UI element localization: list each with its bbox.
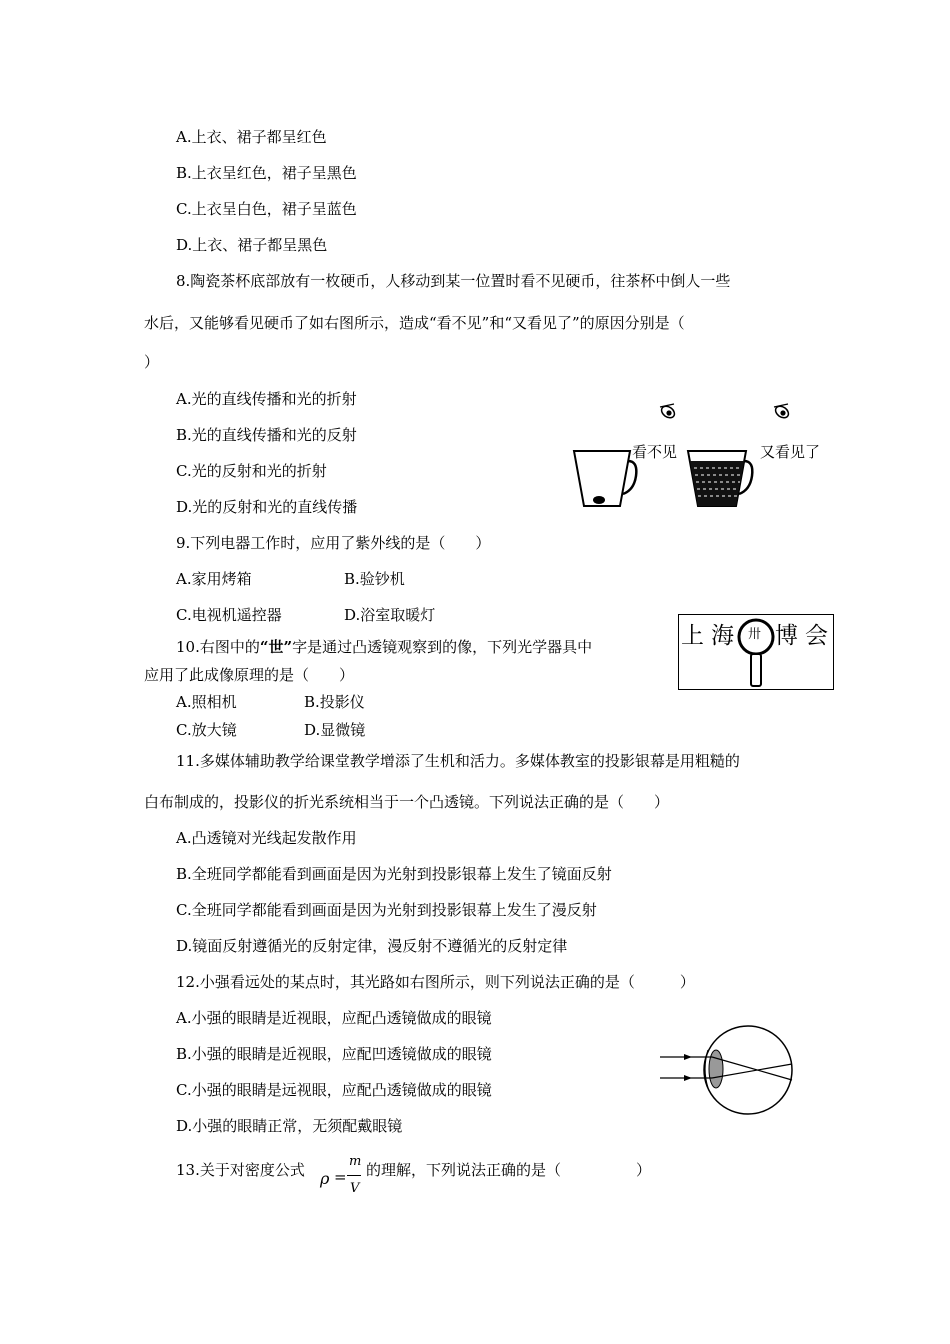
q10-stem-line1 [176, 638, 592, 656]
q10-stem-line2: 应用了此成像原理的是（ ） [144, 666, 355, 684]
q10-option-c: C.放大镜 [176, 721, 237, 739]
magnifier-text-2: 海 [711, 623, 734, 649]
magnifier-text-1: 上 [681, 623, 704, 649]
q13-stem-post: 的理解，下列说法正确的是（ ） [366, 1161, 652, 1179]
q8-stem-line2: 水后，又能够看见硬币了如右图所示，造成“看不见”和“又看见了”的原因分别是（ [144, 314, 685, 332]
eye-icon [659, 404, 676, 420]
water-cup [688, 451, 752, 506]
eye-lightpath-figure [656, 1024, 798, 1118]
q8-option-b: B.光的直线传播和光的反射 [176, 426, 357, 444]
magnifier-text-3: 博 [775, 623, 798, 649]
q8-option-c: C.光的反射和光的折射 [176, 462, 327, 480]
q9-option-d: D.浴室取暖灯 [344, 606, 436, 624]
q9-option-c: C.电视机遥控器 [176, 606, 282, 624]
q10-stem-bold: “世” [259, 638, 293, 656]
q7-option-c: C.上衣呈白色，裙子呈蓝色 [176, 200, 357, 218]
q13-fraction-bar [347, 1175, 361, 1176]
magnifier-lens-text: 卅 [748, 627, 762, 642]
q12-option-d: D.小强的眼睛正常，无须配戴眼镜 [176, 1117, 403, 1135]
q13-numerator: m [349, 1154, 362, 1169]
eye-diagram [656, 1024, 798, 1118]
q8-option-a: A.光的直线传播和光的折射 [176, 390, 357, 408]
q10-option-a: A.照相机 [176, 693, 237, 711]
q11-stem-line1: 11.多媒体辅助教学给课堂教学增添了生机和活力。多媒体教室的投影银幕是用粗糙的 [176, 752, 740, 770]
q12-option-b: B.小强的眼睛是近视眼，应配凹透镜做成的眼镜 [176, 1045, 492, 1063]
figure-label-cannot-see: 看不见 [632, 443, 678, 461]
q13-stem-pre: 13.关于对密度公式 [176, 1161, 305, 1179]
q8-option-d: D.光的反射和光的直线传播 [176, 498, 358, 516]
q9-stem: 9.下列电器工作时，应用了紫外线的是（ ） [176, 534, 491, 552]
empty-cup [574, 451, 636, 506]
q8-stem-line1: 8.陶瓷茶杯底部放有一枚硬币，人移动到某一位置时看不见硬币，往茶杯中倒人一些 [176, 272, 731, 290]
q10-stem-post: 字是通过凸透镜观察到的像，下列光学器具中 [292, 638, 593, 656]
q7-option-a: A.上衣、裙子都呈红色 [176, 128, 327, 146]
q13-rho: ρ [320, 1169, 330, 1188]
q7-option-d: D.上衣、裙子都呈黑色 [176, 236, 328, 254]
coin-icon [593, 496, 605, 504]
q11-option-d: D.镜面反射遵循光的反射定律，漫反射不遵循光的反射定律 [176, 937, 568, 955]
q11-stem-line2: 白布制成的，投影仪的折光系统相当于一个凸透镜。下列说法正确的是（ ） [144, 793, 670, 811]
q9-option-a: A.家用烤箱 [176, 570, 252, 588]
q12-stem: 12.小强看远处的某点时，其光路如右图所示，则下列说法正确的是（ ） [176, 973, 695, 991]
q11-option-b: B.全班同学都能看到画面是因为光射到投影银幕上发生了镜面反射 [176, 865, 612, 883]
q11-option-c: C.全班同学都能看到画面是因为光射到投影银幕上发生了漫反射 [176, 901, 597, 919]
q10-option-b: B.投影仪 [304, 693, 365, 711]
q13-equals: = [334, 1168, 347, 1186]
q7-option-b: B.上衣呈红色，裙子呈黑色 [176, 164, 357, 182]
magnifier-figure [678, 614, 834, 690]
q10-stem-pre: 10.右图中的 [176, 638, 260, 656]
q12-option-c: C.小强的眼睛是远视眼，应配凸透镜做成的眼镜 [176, 1081, 492, 1099]
q9-option-b: B.验钞机 [344, 570, 405, 588]
magnifier-text-4: 会 [805, 623, 828, 649]
figure-label-see-again: 又看见了 [760, 443, 821, 461]
q11-option-a: A.凸透镜对光线起发散作用 [176, 829, 357, 847]
q12-option-a: A.小强的眼睛是近视眼，应配凸透镜做成的眼镜 [176, 1009, 492, 1027]
eye-icon [773, 404, 790, 420]
q13-denominator: V [350, 1181, 360, 1196]
q10-option-d: D.显微镜 [304, 721, 366, 739]
q8-stem-line3: ） [144, 353, 160, 371]
